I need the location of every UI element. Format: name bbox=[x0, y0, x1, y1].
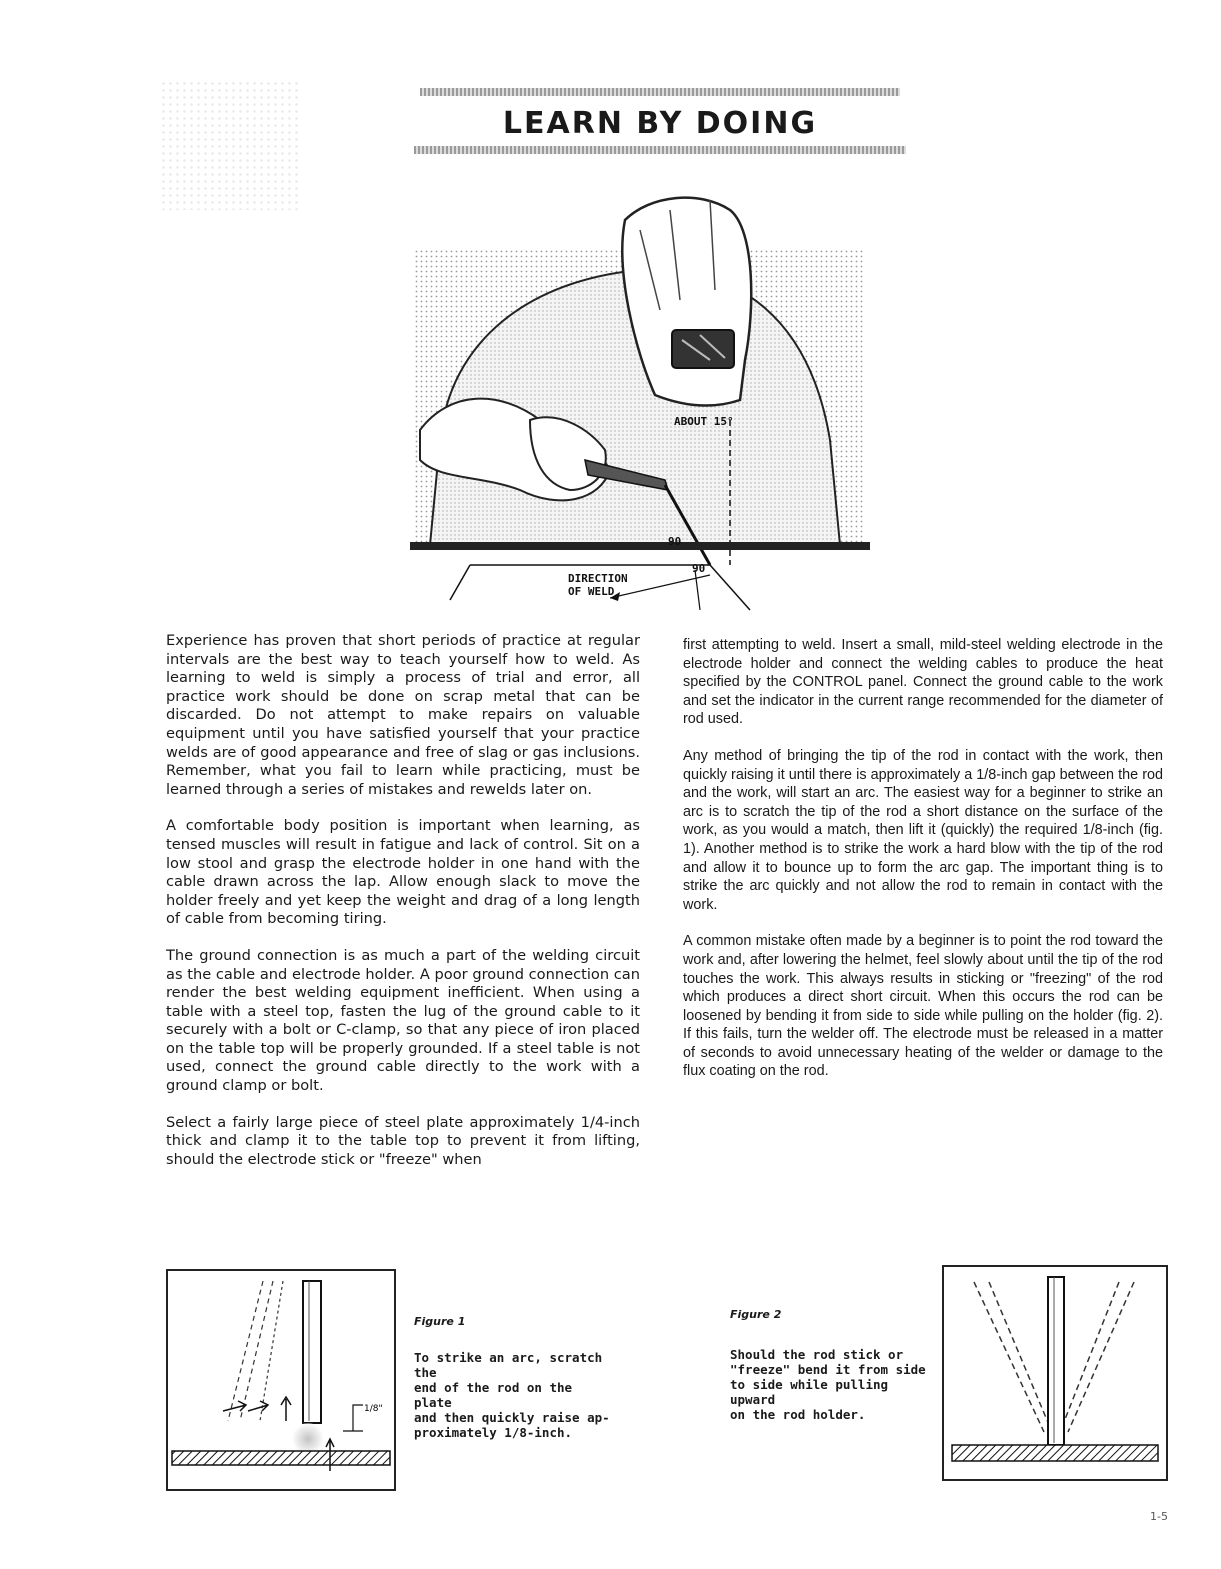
angle-90-label-b: 90 bbox=[692, 562, 706, 575]
scan-speckle bbox=[160, 80, 300, 210]
welder-illustration bbox=[410, 190, 870, 620]
direction-label-1: DIRECTION bbox=[568, 572, 628, 585]
direction-label-2: OF WELD bbox=[568, 585, 615, 598]
figure-1-diagram bbox=[166, 1269, 396, 1491]
paragraph: Any method of bringing the tip of the rod in contact with the work, then quickly raising it until there is approximately a 1/8-inch gap between the rod and the work, will start an arc. The easiest way for a beginner to strike an arc is to scratch the tip of the rod a short distance on the surface of the work, as you would a match, then lift it (quickly) the required 1/8-inch (fig. 1). Another method is to strike the work a hard blow with the tip of the rod and allow it to bounce up to form the arc gap. The important thing is to strike the arc quickly and not allow the rod to remain in contact with the work. bbox=[683, 747, 1163, 913]
figure-1-caption: To strike an arc, scratch the end of the rod on the plate and then quickly raise ap- proximately 1/8-inch. bbox=[414, 1350, 610, 1440]
figure-2-label: Figure 2 bbox=[730, 1308, 782, 1321]
figure-2-diagram bbox=[942, 1265, 1168, 1481]
paragraph: A comfortable body position is important when learning, as tensed muscles will result in fatigue and lack of control. Sit on a low stool and grasp the electrode holder in one hand with the cable drawn across the lap. Allow enough slack to move the holder freely and yet keep the weight and drag of a long length of cable from becoming tiring. bbox=[166, 817, 640, 928]
paragraph: Experience has proven that short periods of practice at regular intervals are the best way to teach yourself how to weld. As learning to weld is simply a process of trial and error, all practice work should be done on scrap metal that can be discarded. Do not attempt to make repairs on valuable equipment until you have satisfied yourself that your practice welds are of good appearance and free of slag or gas inclusions. Remember, what you fail to learn while practicing, must be learned through a series of mistakes and rewelds later on. bbox=[166, 632, 640, 798]
left-column bbox=[166, 632, 640, 1187]
page-title: LEARN BY DOING bbox=[502, 106, 818, 141]
helmet-lens bbox=[672, 330, 734, 368]
page-number: 1-5 bbox=[1150, 1510, 1168, 1523]
angle-90-label-a: 90 bbox=[668, 535, 682, 548]
right-column bbox=[683, 636, 1163, 1099]
figure-2-caption: Should the rod stick or "freeze" bend it from side to side while pulling upward on the rod holder. bbox=[730, 1347, 926, 1422]
figure-1-label: Figure 1 bbox=[414, 1315, 466, 1328]
paragraph: The ground connection is as much a part of the welding circuit as the cable and electrode holder. A poor ground connection can render the best welding equipment inefficient. When using a table with a steel top, fasten the lug of the ground cable to it securely with a bolt or C-clamp, so that any piece of iron placed on the table top will be properly grounded. If a steel table is not used, connect the ground cable directly to the work with a ground clamp or bolt. bbox=[166, 946, 640, 1095]
title-rule-bottom bbox=[414, 146, 906, 154]
paragraph: Select a fairly large piece of steel plate approximately 1/4-inch thick and clamp it to the table top to prevent it from lifting, should the electrode stick or "freeze" when bbox=[166, 1113, 640, 1168]
paragraph: A common mistake often made by a beginner is to point the rod toward the work and, after lowering the helmet, feel slowly about until the tip of the rod touches the work. This always results in sticking or "freezing" of the rod which produces a direct short circuit. When this occurs the rod can be loosened by bending it from side to side while pulling on the holder (fig. 2). If this fails, turn the welder off. The electrode must be released in a matter of seconds to avoid unnecessary heating of the welder or damage to the flux coating on the rod. bbox=[683, 933, 1163, 1080]
gap-label: 1/8" bbox=[364, 1404, 383, 1414]
paragraph: first attempting to weld. Insert a small, mild-steel welding electrode in the electrode holder and connect the welding cables to produce the heat specified by the CONTROL panel. Connect the ground cable to the work and set the indicator in the current range recommended for the diameter of rod used. bbox=[683, 637, 1163, 728]
title-rule-top bbox=[420, 88, 900, 96]
angle-15-label: ABOUT 15° bbox=[674, 415, 734, 428]
